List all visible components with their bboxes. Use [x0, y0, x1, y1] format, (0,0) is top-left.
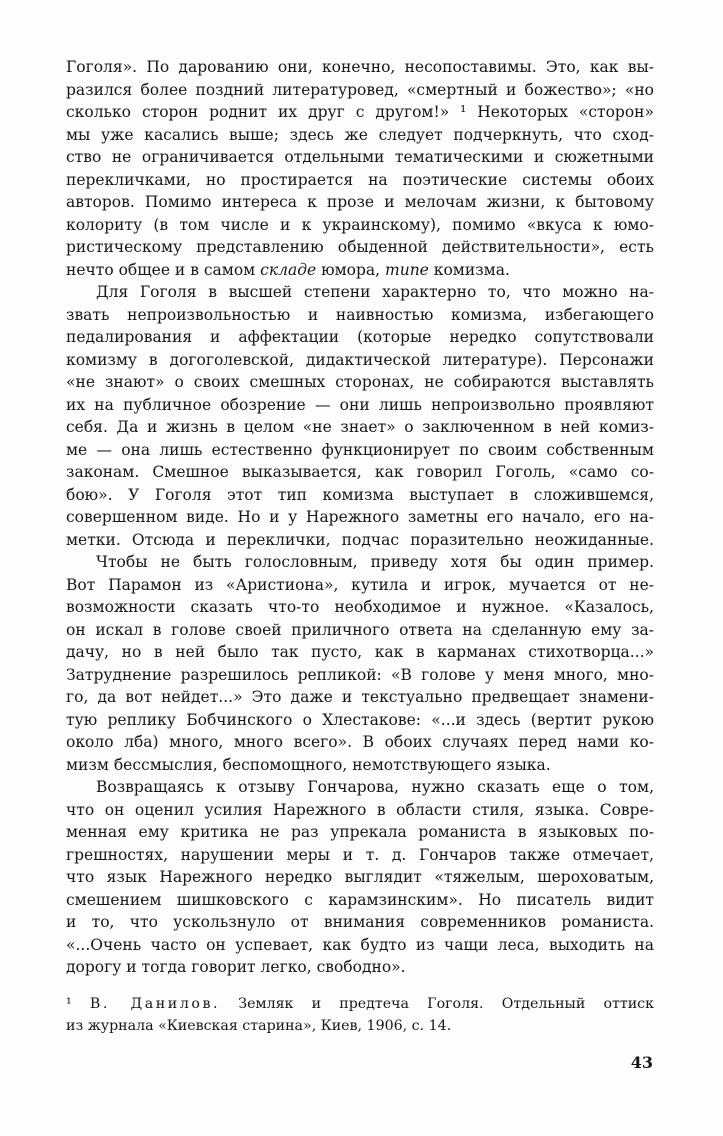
text-line: нечто общее и в самом складе юмора, типе комизма.: [66, 260, 510, 279]
footnote-line: из журнала «Киевская старина», Киев, 1906, с. 14.: [66, 1018, 452, 1034]
text-line: возможности сказать что-то необходимое и нужное. «Казалось,: [66, 598, 654, 616]
text-line: авторов. Помимо интереса к прозе и мелочам жизни, к бытовому: [66, 193, 654, 211]
text-line: что он оценил усилия Нарежного в области стиля, языка. Совре-: [66, 800, 654, 819]
text-line: дорогу и тогда говорит легко, свободно».: [66, 958, 406, 976]
text-line: около лба) много, много всего». В обоих случаях перед нами ко-: [66, 733, 654, 751]
paragraph-3: [66, 551, 654, 776]
text-line: грешностях, нарушении меры и т. д. Гончаров также отмечает,: [66, 845, 654, 864]
main-text: [66, 56, 654, 979]
text-line: Возвращаясь к отзыву Гончарова, нужно сказать еще о том,: [96, 778, 654, 796]
text-line: ристическому представлению обыденной действительности», есть: [66, 238, 654, 256]
page-number: 43: [630, 1053, 653, 1072]
text-line: «не знают» о своих смешных сторонах, не собираются выставлять: [66, 373, 654, 391]
paragraph-1: [66, 56, 654, 281]
text-line: что язык Нарежного нередко выглядит «тяжелым, шероховатым,: [66, 868, 654, 886]
text-line: ство не ограничивается отдельными тематическими и сюжетными: [66, 148, 654, 166]
footnote: [66, 993, 654, 1037]
text-line: дачу, но в ней было так пусто, как в карманах стихотворца...»: [66, 643, 654, 661]
text-line: бою». У Гоголя этот тип комизма выступает в сложившемся,: [66, 485, 654, 504]
text-line: метки. Отсюда и переклички, подчас поразительно неожиданные.: [66, 530, 654, 549]
paragraph-2: [66, 281, 654, 551]
footnote-marker: ¹: [66, 996, 72, 1012]
text-line: комизму в догоголевской, дидактической литературе). Персонажи: [66, 350, 654, 369]
text-line: менная ему критика не раз упрекала романиста в языковых по-: [66, 823, 654, 841]
text-line: Гоголя». По дарованию они, конечно, несопоставимы. Это, как вы-: [66, 58, 654, 76]
text-line: их на публичное обозрение — они лишь непроизвольно проявляют: [66, 395, 654, 414]
text-line: законам. Смешное выказывается, как говорил Гоголь, «само со-: [66, 463, 654, 481]
footnote-author: В. Данилов.: [89, 996, 221, 1012]
text-line: педалирования и аффектации (которые нередко сопутствовали: [66, 328, 654, 346]
text-line: мы уже касались выше; здесь же следует подчеркнуть, что сход-: [66, 125, 654, 144]
text-line: и то, что ускользнуло от внимания современников романиста.: [66, 913, 654, 931]
text-line: «...Очень часто он успевает, как будто из чащи леса, выходить на: [66, 935, 654, 954]
paragraph-4: [66, 776, 654, 979]
text-line: перекличками, но простирается на поэтические системы обоих: [66, 170, 654, 189]
footnote-line: [66, 993, 654, 1015]
text-line: Для Гоголя в высшей степени характерно то, что можно на-: [96, 283, 654, 301]
text-line: го, да вот нейдет...» Это даже и текстуально предвещает знамени-: [66, 688, 654, 706]
text-line: колориту (в том числе и к украинскому), помимо «вкуса к юмо-: [66, 215, 654, 234]
text-line: себя. Да и жизнь в целом «не знает» о заключенном в ней комиз-: [66, 418, 654, 436]
text-line: смешением шишковского с карамзинским». Но писатель видит: [66, 890, 654, 909]
text-line: он искал в голове своей приличного ответа на сделанную ему за-: [66, 620, 654, 639]
text-line: Вот Парамон из «Аристиона», кутила и игрок, мучается от не-: [66, 575, 654, 594]
text-line: разился более поздний литературовед, «смертный и божество»; «но: [66, 80, 654, 99]
text-line: совершенном виде. Но и у Нарежного заметны его начало, его на-: [66, 508, 654, 526]
text-line: звать непроизвольностью и наивностью комизма, избегающего: [66, 305, 654, 324]
text-line: ме — она лишь естественно функционирует по своим собственным: [66, 440, 654, 459]
text-line: Затруднение разрешилось репликой: «В голове у меня много, мно-: [66, 665, 654, 684]
footnote-title: Земляк и предтеча Гоголя. Отдельный оттиск: [238, 996, 654, 1012]
text-line: сколько сторон роднит их друг с другом!» ¹ Некоторых «сторон»: [66, 103, 654, 121]
text-line: мизм бессмыслия, беспомощного, немотствующего языка.: [66, 755, 551, 774]
text-line: Чтобы не быть голословным, приведу хотя бы один пример.: [96, 553, 654, 571]
text-line: тую реплику Бобчинского о Хлестакове: «...и здесь (вертит рукою: [66, 710, 654, 729]
